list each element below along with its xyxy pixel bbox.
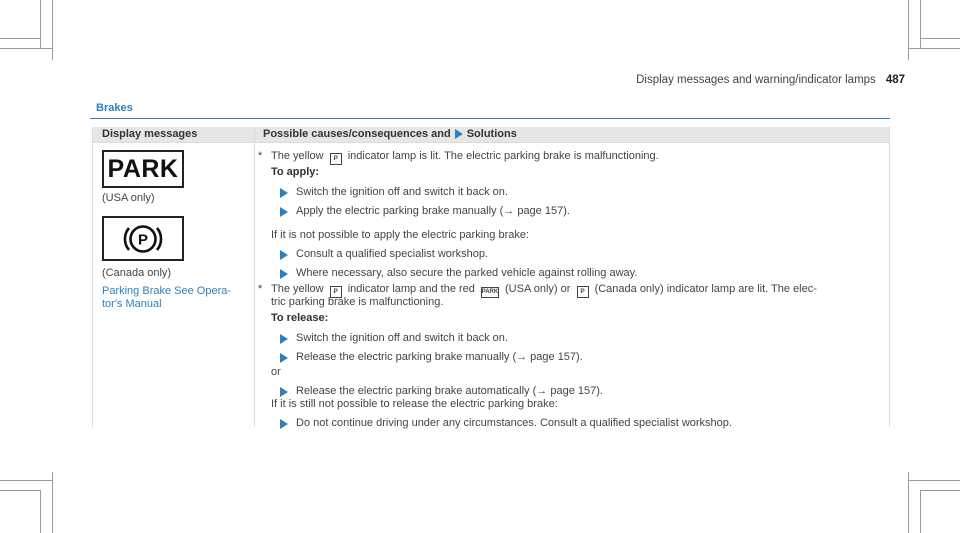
- table-border-left: [92, 127, 93, 427]
- triangle-right-icon: [280, 269, 288, 279]
- triangle-right-icon: [280, 353, 288, 363]
- release-step-1: [280, 332, 508, 345]
- triangle-right-icon: [280, 334, 288, 344]
- footnote-star: *: [258, 150, 263, 162]
- or-text: or: [271, 366, 281, 378]
- table-row-divider: [92, 142, 890, 143]
- cause1-text-a: The yellow: [271, 150, 324, 162]
- crop-mark: [908, 472, 909, 533]
- canada-caption: (Canada only): [102, 267, 172, 279]
- crop-mark: [52, 0, 53, 60]
- display-message-line1: Parking Brake See Opera-: [102, 285, 232, 297]
- park-indicator-icon: PARK: [481, 287, 499, 298]
- parking-brake-icon: P: [330, 286, 342, 298]
- section-divider: [90, 118, 890, 119]
- col2-header-solutions: Solutions: [466, 128, 517, 140]
- release-heading: To release:: [271, 312, 329, 324]
- crop-mark: [52, 472, 53, 533]
- release-note: If it is still not possible to release the electric parking brake:: [271, 398, 558, 410]
- cause1-text-b: indicator lamp is lit. The electric parking brake is malfunctioning.: [347, 150, 659, 162]
- parking-brake-symbol: [122, 219, 164, 259]
- cause2-text-b: indicator lamp and the red: [347, 283, 475, 295]
- parking-brake-icon: P: [577, 286, 589, 298]
- release-step-2: [280, 351, 583, 364]
- apply-step-3-text: Consult a qualified specialist workshop.: [296, 248, 488, 260]
- apply-note: If it is not possible to apply the electric parking brake:: [271, 229, 530, 241]
- header-title: Display messages and warning/indicator lamps: [636, 74, 876, 86]
- release-step-2-text: Release the electric parking brake manually (→ page 157).: [296, 351, 583, 363]
- apply-step-1-text: Switch the ignition off and switch it back on.: [296, 186, 508, 198]
- running-header: [636, 74, 905, 86]
- apply-heading: To apply:: [271, 166, 320, 178]
- crop-mark: [40, 490, 41, 533]
- triangle-right-icon: [280, 387, 288, 397]
- apply-step-2-text: Apply the electric parking brake manually (→ page 157).: [296, 205, 570, 217]
- apply-step-4-text: Where necessary, also secure the parked vehicle against rolling away.: [296, 267, 638, 279]
- parking-brake-icon: P: [330, 153, 342, 165]
- apply-step-1: [280, 186, 508, 199]
- usa-caption: (USA only): [102, 192, 155, 204]
- cause2-text-d: (Canada only) indicator lamp are lit. The elec-: [594, 283, 817, 295]
- release-step-4: [280, 417, 732, 430]
- cause2-line2: tric parking brake is malfunctioning.: [271, 296, 444, 308]
- triangle-right-icon: [455, 129, 463, 139]
- release-step-3: [280, 385, 603, 398]
- triangle-right-icon: [280, 250, 288, 260]
- crop-mark: [908, 0, 909, 60]
- crop-mark: [920, 490, 921, 533]
- apply-step-2: [280, 205, 570, 218]
- crop-mark: [0, 490, 40, 491]
- section-title: Brakes: [96, 102, 133, 114]
- crop-mark: [908, 480, 960, 481]
- release-step-1-text: Switch the ignition off and switch it back on.: [296, 332, 508, 344]
- parking-brake-icon: [102, 216, 184, 261]
- triangle-right-icon: [280, 188, 288, 198]
- crop-mark: [0, 48, 52, 49]
- cause2-text-a: The yellow: [271, 283, 324, 295]
- crop-mark: [0, 38, 40, 39]
- crop-mark: [920, 38, 960, 39]
- crop-mark: [908, 48, 960, 49]
- crop-mark: [920, 0, 921, 48]
- cause-1: [258, 150, 659, 165]
- footnote-star: *: [258, 283, 263, 295]
- park-icon-label: PARK: [107, 154, 179, 183]
- col1-header: Display messages: [102, 128, 198, 140]
- page-number: 487: [885, 74, 905, 86]
- triangle-right-icon: [280, 207, 288, 217]
- park-icon: [102, 150, 184, 188]
- crop-mark: [40, 0, 41, 48]
- display-message-text: [102, 285, 247, 311]
- parking-brake-letter: P: [137, 231, 149, 248]
- crop-mark: [0, 480, 52, 481]
- col2-header-text: Possible causes/consequences and: [263, 128, 451, 140]
- display-message-line2: tor's Manual: [102, 298, 162, 310]
- apply-step-3: [280, 248, 488, 261]
- apply-step-4: [280, 267, 637, 280]
- table-border-right: [889, 127, 890, 427]
- triangle-right-icon: [280, 419, 288, 429]
- table-column-divider: [254, 127, 255, 427]
- table-header: [92, 127, 890, 142]
- crop-mark: [920, 490, 960, 491]
- release-step-3-text: Release the electric parking brake automatically (→ page 157).: [296, 385, 603, 397]
- release-step-4-text: Do not continue driving under any circumstances. Consult a qualified specialist workshop.: [296, 417, 732, 429]
- cause2-text-c: (USA only) or: [505, 283, 571, 295]
- col2-header: [263, 128, 517, 140]
- display-message-cell: [102, 150, 247, 311]
